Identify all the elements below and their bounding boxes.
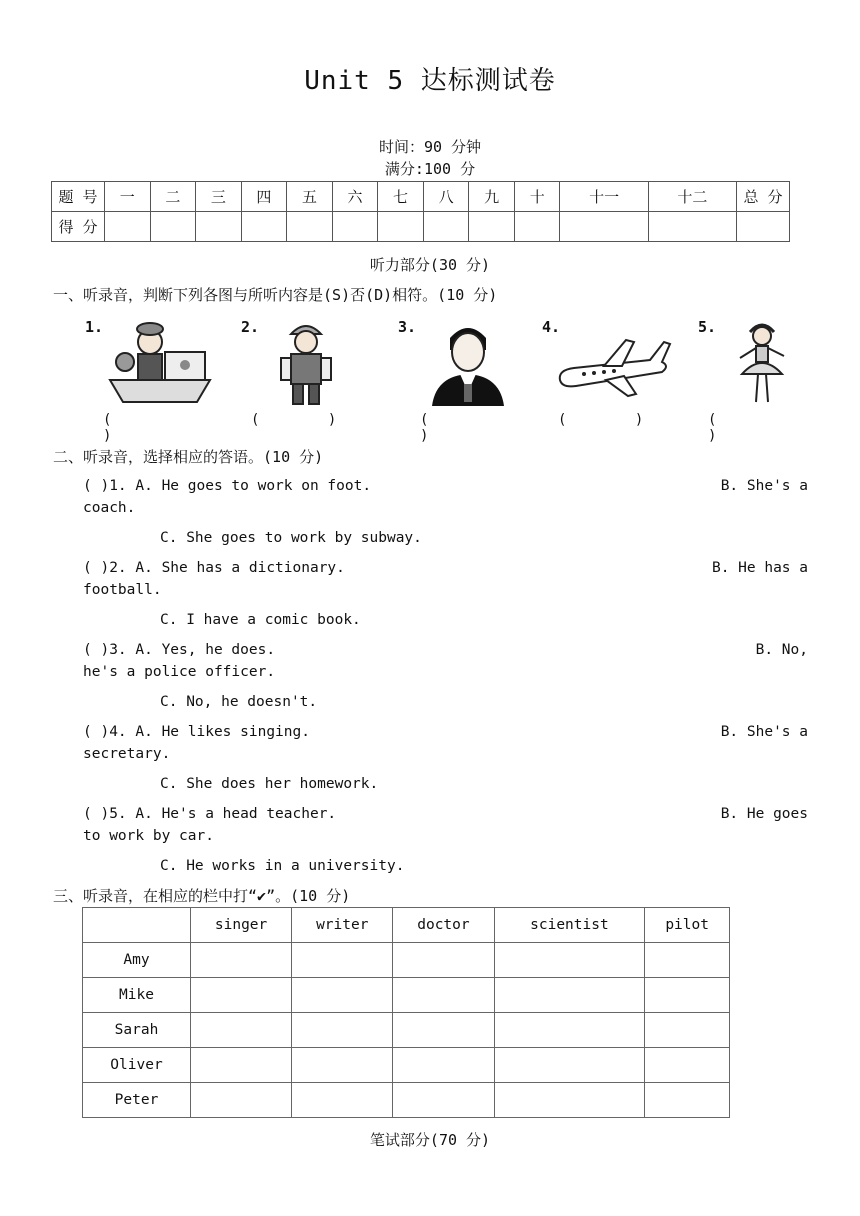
occupation-table (82, 907, 730, 1118)
column-header: scientist (494, 908, 645, 943)
dancer-icon (728, 322, 794, 412)
table-corner-cell (83, 908, 191, 943)
score-cell: 六 (332, 182, 378, 212)
score-input-cell[interactable] (469, 212, 515, 242)
full-score: 满分:100 分 (384, 160, 476, 178)
table-row (83, 1048, 730, 1083)
score-input-cell[interactable] (196, 212, 242, 242)
column-header: pilot (645, 908, 730, 943)
chef-on-boat-icon (105, 322, 215, 408)
score-input-cell[interactable] (378, 212, 424, 242)
option-c[interactable]: C. She does her homework. (160, 776, 379, 792)
tick-cell[interactable] (494, 1013, 645, 1048)
tick-cell[interactable] (292, 1083, 393, 1118)
tick-cell[interactable] (494, 943, 645, 978)
item-number: 5. (698, 318, 717, 336)
answer-paren[interactable]: ( ) (251, 412, 367, 428)
section3-title: 三、听录音，在相应的栏中打“✔”。(10 分) (53, 887, 351, 905)
option-b-wrap: he's a police officer. (83, 664, 276, 680)
row-name: Mike (83, 978, 191, 1013)
tick-cell[interactable] (292, 943, 393, 978)
score-cell: 九 (469, 182, 515, 212)
picture-item-4 (542, 318, 682, 428)
score-cell: 十一 (560, 182, 648, 212)
item-number: 2. (241, 318, 260, 336)
row-name: Amy (83, 943, 191, 978)
score-cell: 十二 (648, 182, 736, 212)
tick-cell[interactable] (645, 978, 730, 1013)
option-c[interactable]: C. I have a comic book. (160, 612, 361, 628)
written-header: 笔试部分(70 分) (369, 1131, 491, 1149)
tick-cell[interactable] (393, 943, 494, 978)
tick-cell[interactable] (393, 978, 494, 1013)
picture-item-3 (398, 318, 528, 444)
option-b[interactable]: B. She's a (720, 478, 808, 494)
tick-cell[interactable] (191, 978, 292, 1013)
listening-header: 听力部分(30 分) (369, 256, 491, 274)
tick-cell[interactable] (645, 943, 730, 978)
tick-cell[interactable] (292, 978, 393, 1013)
picture-item-1 (85, 318, 215, 444)
tick-cell[interactable] (494, 978, 645, 1013)
score-cell: 得 分 (52, 212, 105, 242)
option-b[interactable]: B. He has a (711, 560, 808, 576)
row-name: Oliver (83, 1048, 191, 1083)
score-input-cell[interactable] (423, 212, 469, 242)
option-c[interactable]: C. He works in a university. (160, 858, 405, 874)
worker-icon (271, 318, 341, 410)
question-line[interactable]: ( )2. A. She has a dictionary. (83, 560, 345, 576)
item-number: 1. (85, 318, 104, 336)
score-cell: 二 (150, 182, 196, 212)
score-input-cell[interactable] (287, 212, 333, 242)
option-b-wrap: coach. (83, 500, 136, 516)
score-cell: 三 (196, 182, 242, 212)
question-line[interactable]: ( )1. A. He goes to work on foot. (83, 478, 372, 494)
option-b-wrap: football. (83, 582, 162, 598)
option-c[interactable]: C. She goes to work by subway. (160, 530, 422, 546)
score-cell: 总 分 (737, 182, 790, 212)
score-input-cell[interactable] (560, 212, 648, 242)
answer-paren[interactable]: ( ) (103, 412, 142, 444)
option-b[interactable]: B. No, (755, 642, 808, 658)
table-header-row (83, 908, 730, 943)
tick-cell[interactable] (393, 1048, 494, 1083)
score-cell: 五 (287, 182, 333, 212)
reporter-icon (428, 320, 508, 408)
tick-cell[interactable] (191, 1083, 292, 1118)
score-cell: 十 (514, 182, 560, 212)
picture-item-2 (241, 318, 371, 428)
score-input-cell[interactable] (332, 212, 378, 242)
score-cell: 一 (105, 182, 151, 212)
tick-cell[interactable] (393, 1083, 494, 1118)
tick-cell[interactable] (191, 1013, 292, 1048)
question-line[interactable]: ( )3. A. Yes, he does. (83, 642, 276, 658)
score-table-score-row (52, 212, 790, 242)
score-cell: 四 (241, 182, 287, 212)
answer-paren[interactable]: ( ) (420, 412, 459, 444)
tick-cell[interactable] (191, 943, 292, 978)
option-b-wrap: to work by car. (83, 828, 214, 844)
option-c[interactable]: C. No, he doesn't. (160, 694, 318, 710)
tick-cell[interactable] (292, 1013, 393, 1048)
page-title: Unit 5 达标测试卷 (304, 66, 556, 96)
option-b-wrap: secretary. (83, 746, 171, 762)
score-input-cell[interactable] (737, 212, 790, 242)
score-cell: 题 号 (52, 182, 105, 212)
score-cell: 七 (378, 182, 424, 212)
tick-cell[interactable] (645, 1013, 730, 1048)
column-header: singer (191, 908, 292, 943)
score-input-cell[interactable] (514, 212, 560, 242)
tick-cell[interactable] (292, 1048, 393, 1083)
column-header: doctor (393, 908, 494, 943)
score-cell: 八 (423, 182, 469, 212)
score-table-header-row (52, 182, 790, 212)
tick-cell[interactable] (645, 1083, 730, 1118)
exam-time: 时间：90 分钟 (378, 138, 482, 156)
tick-cell[interactable] (393, 1013, 494, 1048)
tick-cell[interactable] (494, 1048, 645, 1083)
table-row (83, 978, 730, 1013)
question-line[interactable]: ( )5. A. He's a head teacher. (83, 806, 337, 822)
score-input-cell[interactable] (648, 212, 736, 242)
score-input-cell[interactable] (150, 212, 196, 242)
airplane-icon (554, 336, 672, 398)
table-row (83, 1013, 730, 1048)
table-row (83, 1083, 730, 1118)
option-b[interactable]: B. He goes (720, 806, 808, 822)
score-table (51, 181, 790, 242)
section2-title: 二、听录音，选择相应的答语。(10 分) (53, 448, 324, 466)
item-number: 3. (398, 318, 417, 336)
table-row (83, 943, 730, 978)
tick-cell[interactable] (191, 1048, 292, 1083)
question-line[interactable]: ( )4. A. He likes singing. (83, 724, 310, 740)
score-input-cell[interactable] (105, 212, 151, 242)
picture-item-5 (698, 318, 798, 444)
item-number: 4. (542, 318, 561, 336)
row-name: Peter (83, 1083, 191, 1118)
column-header: writer (292, 908, 393, 943)
row-name: Sarah (83, 1013, 191, 1048)
answer-paren[interactable]: ( ) (708, 412, 747, 444)
score-input-cell[interactable] (241, 212, 287, 242)
option-b[interactable]: B. She's a (720, 724, 808, 740)
answer-paren[interactable]: ( ) (558, 412, 674, 428)
section1-title: 一、听录音，判断下列各图与所听内容是(S)否(D)相符。(10 分) (53, 286, 498, 304)
tick-cell[interactable] (645, 1048, 730, 1083)
tick-cell[interactable] (494, 1083, 645, 1118)
